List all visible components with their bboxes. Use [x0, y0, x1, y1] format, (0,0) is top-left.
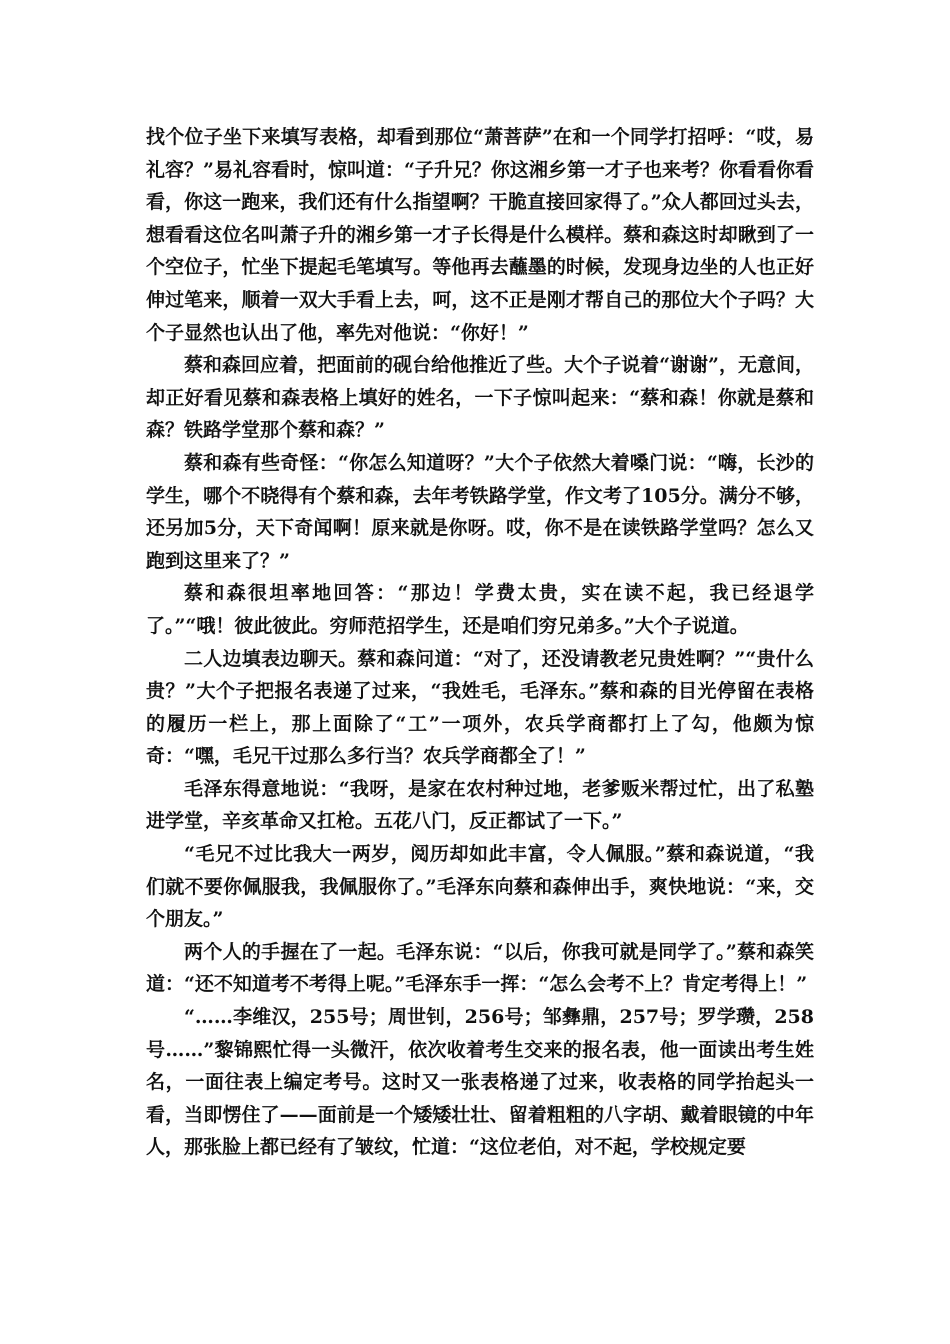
paragraph-3: 蔡和森有些奇怪：“你怎么知道呀？”大个子依然大着嗓门说：“嗨，长沙的学生，哪个不晓得有个蔡和森，去年考铁路学堂，作文考了105分。满分不够，还另加5分，天下奇闻啊！原来就是你呀。哎，你不是在读铁路学堂吗？怎么又跑到这里来了？”	[146, 451, 814, 572]
article-body	[146, 121, 814, 1164]
paragraph-4: 蔡和森很坦率地回答：“那边！学费太贵，实在读不起，我已经退学了。”“哦！彼此彼此。穷师范招学生，还是咱们穷兄弟多。”大个子说道。	[146, 582, 814, 637]
paragraph-9: “……李维汉，255号；周世钊，256号；邹彝鼎，257号；罗学瓒，258号……”黎锦熙忙得一头微汗，依次收着考生交来的报名表，他一面读出考生姓名，一面往表上编定考号。这时又一张表格递了过来，收表格的同学抬起头一看，当即愣住了——面前是一个矮矮壮壮、留着粗粗的八字胡、戴着眼镜的中年人，那张脸上都已经有了皱纹，忙道：“这位老伯，对不起，学校规定要	[146, 1006, 814, 1159]
paragraph-2: 蔡和森回应着，把面前的砚台给他推近了些。大个子说着“谢谢”，无意间，却正好看见蔡和森表格上填好的姓名，一下子惊叫起来：“蔡和森！你就是蔡和森？铁路学堂那个蔡和森？”	[146, 354, 814, 442]
paragraph-8: 两个人的手握在了一起。毛泽东说：“以后，你我可就是同学了。”蔡和森笑道：“还不知道考不考得上呢。”毛泽东手一挥：“怎么会考不上？肯定考得上！”	[146, 940, 814, 996]
paragraph-6: 毛泽东得意地说：“我呀，是家在农村种过地，老爹贩米帮过忙，出了私塾进学堂，辛亥革命又扛枪。五花八门，反正都试了一下。”	[146, 777, 814, 833]
paragraph-5: 二人边填表边聊天。蔡和森问道：“对了，还没请教老兄贵姓啊？”“贵什么贵？”大个子把报名表递了过来，“我姓毛，毛泽东。”蔡和森的目光停留在表格的履历一栏上，那上面除了“工”一项外，农兵学商都打上了勾，他颇为惊奇：“嘿，毛兄干过那么多行当？农兵学商都全了！”	[146, 647, 814, 768]
paragraph-7: “毛兄不过比我大一两岁，阅历却如此丰富，令人佩服。”蔡和森说道，“我们就不要你佩服我，我佩服你了。”毛泽东向蔡和森伸出手，爽快地说：“来，交个朋友。”	[146, 843, 814, 931]
paragraph-1: 找个位子坐下来填写表格，却看到那位“萧菩萨”在和一个同学打招呼：“哎，易礼容？”易礼容看时，惊叫道：“子升兄？你这湘乡第一才子也来考？你看看你看看，你这一跑来，我们还有什么指望啊？干脆直接回家得了。”众人都回过头去，想看看这位名叫萧子升的湘乡第一才子长得是什么模样。蔡和森这时却瞅到了一个空位子，忙坐下提起毛笔填写。等他再去蘸墨的时候，发现身边坐的人也正好伸过笔来，顺着一双大手看上去，呵，这不正是刚才帮自己的那位大个子吗？大个子显然也认出了他，率先对他说：“你好！”	[146, 126, 814, 344]
